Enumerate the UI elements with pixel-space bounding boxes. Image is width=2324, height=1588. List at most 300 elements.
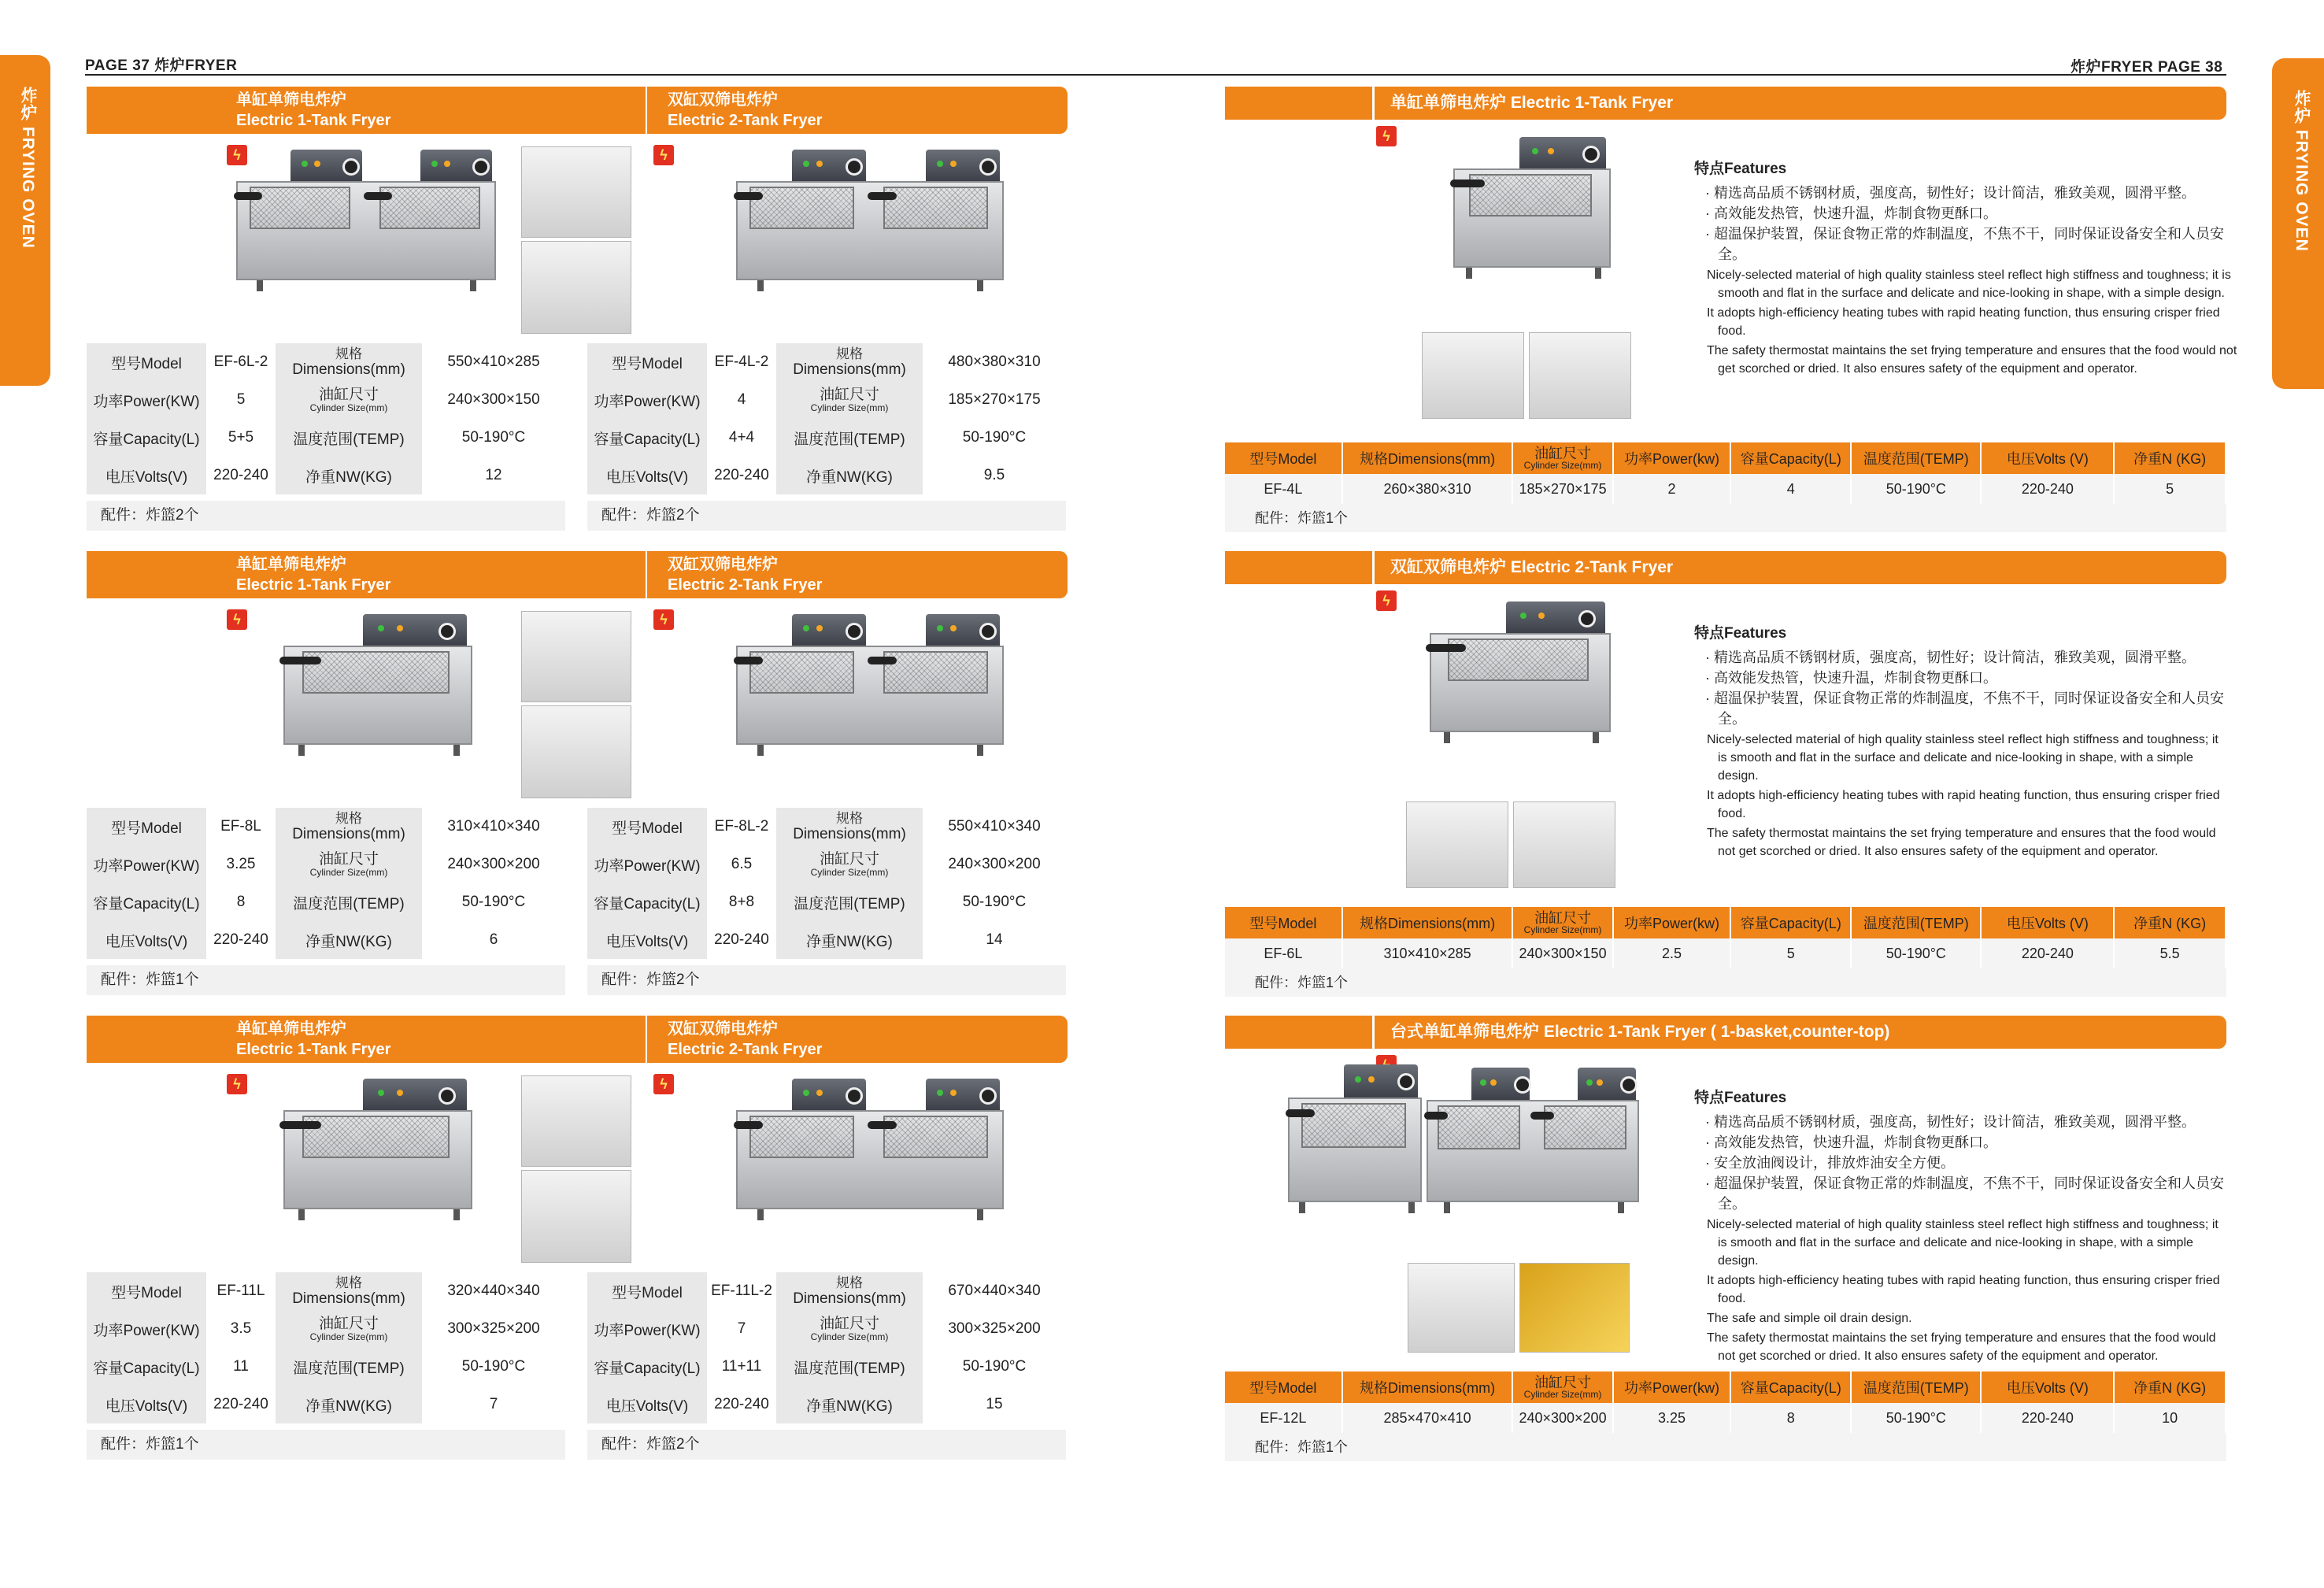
fryer-foot (453, 1209, 460, 1220)
dimensions-label-en: Dimensions(mm) (292, 826, 405, 842)
features-title: 特点Features (1694, 1090, 1787, 1106)
spec-row (587, 1386, 1066, 1423)
spec-value: 3.5 (206, 1310, 276, 1348)
feature-item-en: Nicely-selected material of high quality stainless steel reflect high stiffness and toughness; it is smooth and flat in the surface and delicate and nice-looking in shape, with a simple design. (1707, 1218, 2219, 1268)
cylinder-header-cn: 油缸尺寸 (1534, 1375, 1592, 1390)
detail-photo (1422, 332, 1524, 419)
fry-basket (883, 187, 988, 229)
thermostat-knob-icon (1514, 1076, 1531, 1094)
spec-row (87, 846, 565, 883)
spec-value: EF-11L-2 (707, 1272, 776, 1310)
spec-value: 4+4 (707, 419, 776, 457)
detail-photo (1529, 332, 1631, 419)
features-list (1694, 624, 2226, 861)
spec-value: 8 (206, 883, 276, 921)
thermostat-knob-icon (472, 158, 490, 176)
feature-item-en: It adopts high-efficiency heating tubes with rapid heating function, thus ensuring crisper fried food. (1707, 789, 2220, 820)
title-cn: 双缸双筛电炸炉 (668, 91, 778, 109)
fryer-foot (977, 745, 983, 756)
spec-label: 温度范围(TEMP) (276, 1348, 422, 1386)
spec-row (87, 381, 565, 419)
spec-value: 240×300×200 (1512, 1403, 1612, 1433)
product-image (736, 150, 1004, 291)
cylinder-label-en: Cylinder Size(mm) (309, 402, 388, 413)
thermostat-knob-icon (1578, 610, 1596, 627)
spec-row (587, 921, 1066, 959)
fry-basket (1469, 174, 1592, 217)
dimensions-label-cn: 规格 (836, 346, 863, 361)
title-en: Electric 2-Tank Fryer (668, 112, 823, 129)
section-band (87, 1016, 1068, 1063)
accessory-note: 配件：炸篮1个 (1225, 504, 2226, 532)
features-list (1694, 1088, 2226, 1365)
cylinder-header-en: Cylinder Size(mm) (1523, 1389, 1602, 1400)
product-block (0, 1016, 1102, 1472)
thermostat-knob-icon (439, 1087, 456, 1105)
side-tab-label: 炸炉 FRYING OVEN (2293, 90, 2311, 252)
spec-value: EF-6L (1225, 938, 1342, 968)
spec-value: 11 (206, 1348, 276, 1386)
fry-basket (250, 187, 351, 229)
spec-value: 5 (206, 381, 276, 419)
spec-value: 12 (422, 457, 565, 494)
spec-value: EF-4L-2 (707, 343, 776, 381)
fry-basket (1438, 1105, 1520, 1149)
fryer-foot (257, 280, 263, 291)
flash-icon: ϟ (227, 1074, 247, 1094)
dimensions-label-en: Dimensions(mm) (793, 361, 906, 378)
product-section (1225, 87, 2237, 543)
fryer-foot (757, 745, 764, 756)
spec-header: 功率Power(kw) (1613, 1371, 1731, 1403)
detail-photo (1406, 801, 1508, 888)
spec-label: 电压Volts(V) (587, 921, 707, 959)
spec-value: 550×410×340 (923, 808, 1066, 846)
indicator-light-icon (1597, 1079, 1603, 1086)
spec-header: 容量Capacity(L) (1730, 1371, 1851, 1403)
product-image (236, 150, 496, 291)
spec-value: 220-240 (206, 1386, 276, 1423)
spec-value: EF-4L (1225, 474, 1342, 504)
spec-row (587, 1272, 1066, 1310)
spec-table (87, 1272, 565, 1423)
title-cn: 双缸双筛电炸炉 (668, 1020, 778, 1038)
spec-value: 220-240 (206, 921, 276, 959)
spec-value: 50-190°C (923, 1348, 1066, 1386)
fry-basket (749, 187, 854, 229)
spec-value: 3.25 (1613, 1403, 1731, 1433)
spec-label (276, 381, 422, 419)
spec-row (587, 883, 1066, 921)
title-cn: 单缸单筛电炸炉 (236, 556, 346, 573)
spec-row (87, 1272, 565, 1310)
spec-value: 15 (923, 1386, 1066, 1423)
spec-table (587, 1272, 1066, 1423)
spec-value: 50-190°C (1851, 1403, 1981, 1433)
spec-value: 2.5 (1613, 938, 1731, 968)
spec-value: EF-12L (1225, 1403, 1342, 1433)
right-page-header: 炸炉FRYER PAGE 38 (2071, 59, 2223, 76)
section-title: 双缸双筛电炸炉 Electric 2-Tank Fryer (1390, 558, 1674, 576)
basket-handle (1286, 1109, 1315, 1117)
spec-label (776, 846, 923, 883)
spec-header: 温度范围(TEMP) (1851, 907, 1981, 938)
accessory-note: 配件：炸篮1个 (1225, 1433, 2226, 1461)
spec-row (587, 419, 1066, 457)
spec-header: 规格Dimensions(mm) (1342, 907, 1513, 938)
dimensions-label-cn: 规格 (335, 1275, 362, 1290)
spec-label: 型号Model (87, 808, 206, 846)
spec-label: 容量Capacity(L) (587, 419, 707, 457)
flash-icon: ϟ (227, 145, 247, 165)
spec-value: EF-8L-2 (707, 808, 776, 846)
spec-row (587, 343, 1066, 381)
feature-item-cn: · 高效能发热管，快速升温，炸制食物更酥口。 (1705, 1135, 1997, 1150)
dimensions-label-cn: 规格 (335, 346, 362, 361)
dimensions-label-en: Dimensions(mm) (793, 1290, 906, 1307)
title-en: Electric 1-Tank Fryer (236, 112, 391, 129)
spec-header: 规格Dimensions(mm) (1342, 1371, 1513, 1403)
spec-row (87, 1310, 565, 1348)
spec-row (587, 1310, 1066, 1348)
spec-row (87, 883, 565, 921)
spec-header: 电压Volts (V) (1981, 907, 2114, 938)
flash-icon: ϟ (1376, 590, 1397, 611)
spec-value: 185×270×175 (1512, 474, 1612, 504)
title-cn: 单缸单筛电炸炉 (236, 91, 346, 109)
spec-value: 3.25 (206, 846, 276, 883)
spec-label: 功率Power(KW) (87, 381, 206, 419)
spec-value: 310×410×340 (422, 808, 565, 846)
product-image (1427, 1068, 1639, 1214)
spec-row (587, 846, 1066, 883)
indicator-light-icon (1490, 1079, 1497, 1086)
fry-basket (302, 1116, 450, 1158)
dimensions-label-en: Dimensions(mm) (292, 1290, 405, 1307)
spec-row (587, 808, 1066, 846)
spec-label: 温度范围(TEMP) (276, 883, 422, 921)
detail-photo (521, 146, 631, 238)
spec-label: 功率Power(KW) (587, 1310, 707, 1348)
spec-label: 型号Model (587, 1272, 707, 1310)
basket-handle (279, 657, 321, 664)
spec-label: 净重NW(KG) (276, 921, 422, 959)
spec-label (276, 846, 422, 883)
spec-header: 功率Power(kw) (1613, 907, 1731, 938)
spec-label: 型号Model (587, 808, 707, 846)
fryer-foot (757, 280, 764, 291)
spec-value: 220-240 (206, 457, 276, 494)
thermostat-knob-icon (1582, 146, 1600, 163)
feature-item-en: Nicely-selected material of high quality stainless steel reflect high stiffness and toughness; it is smooth and flat in the surface and delicate and nice-looking in shape, with a simple design. (1707, 733, 2219, 783)
spec-value: 240×300×150 (1512, 938, 1612, 968)
spec-header-row (1225, 907, 2226, 938)
spec-header: 容量Capacity(L) (1730, 442, 1851, 474)
band-stub (1225, 1016, 1375, 1049)
basket-handle (1426, 644, 1466, 652)
spec-value: 240×300×200 (923, 846, 1066, 883)
spec-value: 6 (422, 921, 565, 959)
spec-label: 净重NW(KG) (776, 921, 923, 959)
detail-photo (1408, 1263, 1515, 1353)
right-side-tab (2272, 58, 2324, 389)
fry-basket (883, 1116, 988, 1158)
cylinder-label-cn: 油缸尺寸 (819, 850, 879, 868)
spec-value: 50-190°C (923, 419, 1066, 457)
title-en: Electric 1-Tank Fryer (236, 576, 391, 594)
spec-header: 净重N (KG) (2114, 1371, 2226, 1403)
cylinder-label-cn: 油缸尺寸 (318, 386, 379, 403)
basket-handle (734, 1121, 763, 1129)
side-tab-label: 炸炉 FRYING OVEN (19, 87, 37, 249)
fryer-foot (1444, 732, 1450, 743)
spec-header: 电压Volts (V) (1981, 1371, 2114, 1403)
product-image (1288, 1064, 1422, 1214)
spec-table (587, 343, 1066, 494)
spec-value: 50-190°C (923, 883, 1066, 921)
spec-value: 5 (2114, 474, 2226, 504)
spec-label: 容量Capacity(L) (587, 883, 707, 921)
spec-label: 容量Capacity(L) (587, 1348, 707, 1386)
spec-value: 9.5 (923, 457, 1066, 494)
fryer-foot (1444, 1202, 1450, 1213)
spec-row (87, 808, 565, 846)
spec-value: 310×410×285 (1342, 938, 1513, 968)
spec-row (587, 457, 1066, 494)
spec-value: 480×380×310 (923, 343, 1066, 381)
feature-item-cn: · 超温保护装置，保证食物正常的炸制温度，不焦不干，同时保证设备安全和人员安全。 (1705, 690, 2224, 727)
spec-table (87, 808, 565, 959)
spec-header-row (1225, 442, 2226, 474)
detail-photo (521, 241, 631, 334)
spec-table (1225, 1371, 2226, 1433)
band-divider (646, 87, 647, 134)
spec-label (776, 1272, 923, 1310)
product-section (1225, 551, 2230, 1008)
spec-value: 220-240 (1981, 938, 2114, 968)
spec-value: EF-6L-2 (206, 343, 276, 381)
left-page-header: PAGE 37 炸炉FRYER (85, 57, 238, 74)
spec-label: 净重NW(KG) (776, 457, 923, 494)
cylinder-label-cn: 油缸尺寸 (819, 1315, 879, 1332)
spec-table (1225, 907, 2226, 968)
cylinder-header-cn: 油缸尺寸 (1534, 446, 1592, 461)
spec-value: 670×440×340 (923, 1272, 1066, 1310)
indicator-light-icon (302, 161, 308, 167)
spec-label (276, 1310, 422, 1348)
fryer-foot (1595, 268, 1601, 279)
right-title (668, 1019, 822, 1060)
flash-icon: ϟ (653, 145, 674, 165)
spec-row (87, 1386, 565, 1423)
spec-label: 温度范围(TEMP) (776, 419, 923, 457)
spec-value: 5+5 (206, 419, 276, 457)
spec-row (87, 1348, 565, 1386)
dimensions-label-cn: 规格 (836, 1275, 863, 1290)
accessory-note: 配件：炸篮2个 (587, 1430, 1066, 1460)
features-title: 特点Features (1694, 161, 1787, 177)
features-list (1694, 159, 2237, 378)
spec-value: 4 (1730, 474, 1851, 504)
section-band (1225, 1016, 2226, 1049)
spec-label (276, 808, 422, 846)
fryer-foot (1618, 1202, 1624, 1213)
spec-value: 14 (923, 921, 1066, 959)
flash-icon: ϟ (227, 609, 247, 630)
fryer-foot (1593, 732, 1599, 743)
band-stub (1225, 87, 1375, 120)
feature-item-cn: · 超温保护装置，保证食物正常的炸制温度，不焦不干，同时保证设备安全和人员安全。 (1705, 226, 2224, 262)
spec-value: 50-190°C (422, 419, 565, 457)
basket-handle (279, 1121, 321, 1129)
spec-value: 220-240 (1981, 1403, 2114, 1433)
spec-header: 容量Capacity(L) (1730, 907, 1851, 938)
spec-label (276, 1272, 422, 1310)
dimensions-label-en: Dimensions(mm) (292, 361, 405, 378)
basket-handle (734, 192, 763, 200)
spec-data-row (1225, 1403, 2226, 1433)
section-band (87, 87, 1068, 134)
fryer-foot (453, 745, 460, 756)
fry-basket (379, 187, 481, 229)
spec-value: 300×325×200 (923, 1310, 1066, 1348)
title-en: Electric 2-Tank Fryer (668, 576, 823, 594)
basket-handle (234, 192, 262, 200)
cylinder-header-cn: 油缸尺寸 (1534, 910, 1592, 926)
spec-row (587, 381, 1066, 419)
accessory-note: 配件：炸篮1个 (87, 1430, 565, 1460)
spec-value: 5 (1730, 938, 1851, 968)
spec-row (87, 343, 565, 381)
spec-data-row (1225, 938, 2226, 968)
band-stub (1225, 551, 1375, 584)
feature-item-cn: · 超温保护装置，保证食物正常的炸制温度，不焦不干，同时保证设备安全和人员安全。 (1705, 1175, 2224, 1212)
spec-header: 净重N (KG) (2114, 442, 2226, 474)
fry-basket (749, 1116, 854, 1158)
feature-item-cn: · 高效能发热管，快速升温，炸制食物更酥口。 (1705, 205, 1997, 221)
feature-item-en: Nicely-selected material of high quality stainless steel reflect high stiffness and toughness; it is smooth and flat in the surface and delicate and nice-looking in shape, with a simple design. (1707, 268, 2231, 300)
spec-header: 电压Volts (V) (1981, 442, 2114, 474)
fryer-foot (1466, 268, 1472, 279)
flash-icon: ϟ (653, 609, 674, 630)
spec-label: 功率Power(KW) (587, 381, 707, 419)
spec-value: 220-240 (1981, 474, 2114, 504)
spec-header: 规格Dimensions(mm) (1342, 442, 1513, 474)
spec-data-row (1225, 474, 2226, 504)
feature-item-cn: · 精选高品质不锈钢材质，强度高，韧性好；设计简洁，雅致美观，圆滑平整。 (1705, 185, 2196, 201)
spec-table-wrap (1225, 442, 2226, 532)
cylinder-header-en: Cylinder Size(mm) (1523, 924, 1602, 935)
accessory-note: 配件：炸篮1个 (87, 965, 565, 995)
accessory-note: 配件：炸篮1个 (1225, 968, 2226, 997)
spec-label: 电压Volts(V) (87, 457, 206, 494)
detail-photo (521, 611, 631, 702)
spec-value: 285×470×410 (1342, 1403, 1513, 1433)
spec-label: 净重NW(KG) (776, 1386, 923, 1423)
fryer-foot (298, 1209, 305, 1220)
spec-header (1512, 907, 1612, 938)
spec-label: 容量Capacity(L) (87, 1348, 206, 1386)
detail-photo (1519, 1263, 1630, 1353)
indicator-light-icon (431, 161, 438, 167)
spec-value: 260×380×310 (1342, 474, 1513, 504)
thermostat-knob-icon (1620, 1076, 1638, 1094)
spec-label: 电压Volts(V) (587, 457, 707, 494)
spec-header: 温度范围(TEMP) (1851, 442, 1981, 474)
section-band (87, 551, 1068, 598)
spec-label (776, 808, 923, 846)
spec-label: 温度范围(TEMP) (776, 883, 923, 921)
title-en: Electric 1-Tank Fryer (236, 1041, 391, 1058)
spec-row (87, 419, 565, 457)
cylinder-label-en: Cylinder Size(mm) (810, 866, 889, 878)
spec-label (776, 343, 923, 381)
spec-header-row (1225, 1371, 2226, 1403)
indicator-light-icon (1480, 1079, 1486, 1086)
product-image (283, 1079, 472, 1220)
spec-label: 净重NW(KG) (276, 457, 422, 494)
spec-row (87, 921, 565, 959)
product-image (736, 614, 1004, 756)
basket-handle (868, 192, 897, 200)
feature-item-en: It adopts high-efficiency heating tubes with rapid heating function, thus ensuring crisper fried food. (1707, 1274, 2220, 1305)
spec-header: 型号Model (1225, 1371, 1342, 1403)
product-section (1225, 1016, 2230, 1472)
fry-basket (1448, 639, 1589, 681)
feature-item-en: The safety thermostat maintains the set frying temperature and ensures that the food would not get scorched or dried. It also ensures safety of the equipment and operator. (1707, 344, 2237, 376)
spec-value: 4 (707, 381, 776, 419)
spec-label: 容量Capacity(L) (87, 419, 206, 457)
spec-row (87, 457, 565, 494)
spec-label (276, 343, 422, 381)
spec-value: 5.5 (2114, 938, 2226, 968)
spec-label: 温度范围(TEMP) (276, 419, 422, 457)
fryer-foot (977, 280, 983, 291)
detail-photo (521, 1170, 631, 1263)
fryer-foot (298, 745, 305, 756)
spec-label: 型号Model (87, 343, 206, 381)
fry-basket (749, 651, 854, 694)
left-title (236, 1019, 390, 1060)
right-title (668, 554, 822, 595)
cylinder-label-cn: 油缸尺寸 (318, 1315, 379, 1332)
spec-label: 电压Volts(V) (587, 1386, 707, 1423)
flash-icon: ϟ (653, 1074, 674, 1094)
band-divider (646, 1016, 647, 1063)
product-image (283, 614, 472, 756)
spec-label: 净重NW(KG) (276, 1386, 422, 1423)
spec-value: 220-240 (707, 457, 776, 494)
spec-value: 50-190°C (1851, 938, 1981, 968)
title-en: Electric 2-Tank Fryer (668, 1041, 823, 1058)
spec-value: 50-190°C (422, 1348, 565, 1386)
spec-value: 7 (422, 1386, 565, 1423)
cylinder-label-en: Cylinder Size(mm) (309, 866, 388, 878)
spec-value: 8+8 (707, 883, 776, 921)
cylinder-label-en: Cylinder Size(mm) (810, 1331, 889, 1342)
fry-basket (1301, 1103, 1406, 1148)
spec-value: 11+11 (707, 1348, 776, 1386)
spec-label: 功率Power(KW) (587, 846, 707, 883)
spec-value: 50-190°C (1851, 474, 1981, 504)
dimensions-label-en: Dimensions(mm) (793, 826, 906, 842)
header-rule (85, 74, 2226, 76)
spec-label: 型号Model (587, 343, 707, 381)
product-image (1453, 137, 1611, 279)
detail-photo (1513, 801, 1615, 888)
thermostat-knob-icon (342, 158, 360, 176)
spec-value: 8 (1730, 1403, 1851, 1433)
